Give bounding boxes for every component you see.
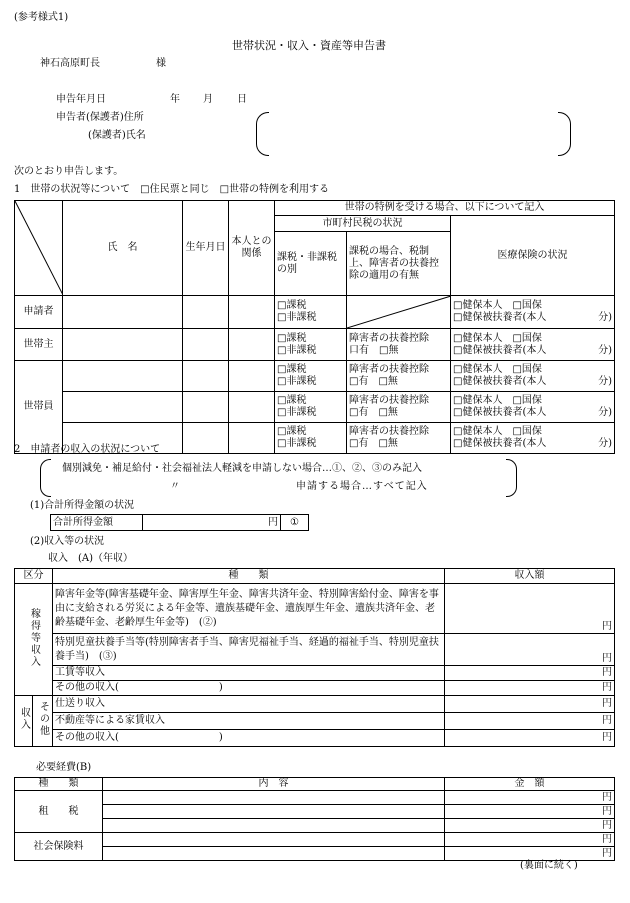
head-deduction-cell[interactable] <box>347 329 451 361</box>
note-bracket-left <box>40 459 51 497</box>
applicant-insurance-cell[interactable] <box>451 296 615 329</box>
member3-birth-cell[interactable] <box>183 423 229 454</box>
insurance-end: 分) <box>598 376 613 387</box>
col-income-amount: 収入額 <box>445 569 615 584</box>
row-member: 世帯員 <box>15 361 63 454</box>
tax-content-2[interactable] <box>103 805 445 819</box>
diagonal-line <box>15 201 63 295</box>
other1-kind: その他の収入( ) <box>53 681 445 696</box>
insurance-amount-2[interactable]: 円 <box>445 847 615 861</box>
member1-name-cell[interactable] <box>63 361 183 392</box>
address-bracket-right <box>558 112 571 156</box>
member2-tax-cell[interactable] <box>275 392 347 423</box>
sub2-title: (2)収入等の状況 <box>30 536 105 547</box>
insurance-end: 分) <box>598 438 613 449</box>
continued-note: (裏面に続く) <box>520 860 578 871</box>
deduction-checkbox[interactable]: □有 □無 <box>349 407 398 418</box>
applicant-name-cell[interactable] <box>63 296 183 329</box>
addressee: 神石高原町長 <box>40 58 100 69</box>
col-expense-content: 内 容 <box>103 778 445 791</box>
applicant-deduction-cell <box>347 296 451 329</box>
col-expense-kind: 種 類 <box>15 778 103 791</box>
col-name: 氏 名 <box>63 201 183 296</box>
tax-checkbox-nontaxable[interactable]: □非課税 <box>277 438 317 449</box>
col-kind: 種 類 <box>53 569 445 584</box>
page-title: 世帯状況・収入・資産等申告書 <box>232 39 386 52</box>
tax-checkbox-taxable[interactable]: □課税 <box>277 300 307 311</box>
tax-checkbox-nontaxable[interactable]: □非課税 <box>277 407 317 418</box>
insurance-checkbox-line2[interactable]: □健保被扶養者(本人 <box>453 407 547 418</box>
col-expense-amount: 金 額 <box>445 778 615 791</box>
intro-text: 次のとおり申告します。 <box>14 166 124 177</box>
tax-checkbox-nontaxable[interactable]: □非課税 <box>277 376 317 387</box>
tax-checkbox-nontaxable[interactable]: □非課税 <box>277 344 317 356</box>
total-income-value[interactable]: 円 <box>143 515 281 531</box>
rent-kind: 不動産等による家賃収入 <box>53 713 445 730</box>
insurance-checkbox-line1[interactable]: □健保本人 □国保 <box>453 300 542 311</box>
remit-amount[interactable]: 円 <box>445 696 615 713</box>
tax-content-1[interactable] <box>103 791 445 805</box>
address-bracket-left <box>256 112 269 156</box>
tax-amount-3[interactable]: 円 <box>445 819 615 833</box>
expense-title: 必要経費(B) <box>36 762 92 773</box>
other-income-cell-b <box>33 696 53 747</box>
member2-name-cell[interactable] <box>63 392 183 423</box>
head-name-cell[interactable] <box>63 329 183 361</box>
applicant-relation-cell[interactable] <box>229 296 275 329</box>
sub1-title: (1)合計所得金額の状況 <box>30 500 135 511</box>
tax-checkbox-taxable[interactable]: □課税 <box>277 364 307 375</box>
other1-amount[interactable]: 円 <box>445 681 615 696</box>
insurance-checkbox-line2[interactable]: □健保被扶養者(本人 <box>453 438 547 449</box>
member3-tax-cell[interactable] <box>275 423 347 454</box>
deduction-diagonal-line <box>347 296 451 328</box>
deduction-label: 障害者の扶養控除 <box>349 395 429 406</box>
member1-birth-cell[interactable] <box>183 361 229 392</box>
member3-insurance-cell[interactable] <box>451 423 615 454</box>
remit-kind: 仕送り収入 <box>53 696 445 713</box>
insurance-amount-1[interactable]: 円 <box>445 833 615 847</box>
member1-deduction-cell[interactable] <box>347 361 451 392</box>
deduction-checkbox[interactable]: □有 □無 <box>349 438 398 449</box>
deduction-label: 障害者の扶養控除 <box>349 332 429 344</box>
wages-kind: 工賃等収入 <box>53 666 445 681</box>
member1-tax-cell[interactable] <box>275 361 347 392</box>
tax-amount-2[interactable]: 円 <box>445 805 615 819</box>
applicant-birth-cell[interactable] <box>183 296 229 329</box>
earned-income-label: 稼得等収入 <box>28 607 40 668</box>
household-table <box>14 200 615 454</box>
col-insurance: 医療保険の状況 <box>451 216 615 296</box>
form-reference: (参考様式1) <box>14 12 69 23</box>
section2-title: 2 申請者の収入の状況について <box>14 444 161 455</box>
note-applying: 申請する場合…すべて記入 <box>296 481 428 492</box>
head-insurance-cell[interactable] <box>451 329 615 361</box>
col-kubun: 区分 <box>15 569 53 584</box>
note-ditto-mark: 〃 <box>170 481 180 492</box>
member2-deduction-cell[interactable] <box>347 392 451 423</box>
month-label: 月 <box>203 94 213 105</box>
col-deduction: 課税の場合、税制上、障害者の扶養控除の適用の有無 <box>347 232 451 296</box>
col-birth: 生年月日 <box>183 201 229 296</box>
pension-kind: 障害年金等(障害基礎年金、障害厚生年金、障害共済年金、特別障害給付金、障害を事由に支給される労災による年金等、遺族基礎年金、遺族厚生年金、遺族共済年金、老齢基礎年金、老齢厚生年金等) (②) <box>53 584 445 634</box>
insurance-end: 分) <box>598 407 613 418</box>
col-relation: 本人との関係 <box>229 201 275 296</box>
insurance-end: 分) <box>598 312 613 323</box>
note-not-applying: 個別減免・補足給付・社会福祉法人軽減を申請しない場合…①、②、③のみ記入 <box>62 463 422 474</box>
date-label: 申告年月日 <box>56 94 106 105</box>
section1-title: 1 世帯の状況等について □住民票と同じ □世帯の特例を利用する <box>14 184 330 195</box>
special-header: 世帯の特例を受ける場合、以下について記入 <box>275 201 615 216</box>
income-a-label: 収入 (A)（年収） <box>48 553 134 564</box>
insurance-content-1[interactable] <box>103 833 445 847</box>
other2-amount[interactable]: 円 <box>445 730 615 747</box>
insurance-checkbox-line1[interactable]: □健保本人 □国保 <box>453 332 542 344</box>
deduction-checkbox[interactable]: □有 □無 <box>349 376 398 387</box>
head-relation-cell[interactable] <box>229 329 275 361</box>
member2-birth-cell[interactable] <box>183 392 229 423</box>
col-taxable: 課税・非課税の別 <box>275 232 347 296</box>
rent-amount[interactable]: 円 <box>445 713 615 730</box>
municipal-header: 市町村民税の状況 <box>275 216 451 232</box>
member2-relation-cell[interactable] <box>229 392 275 423</box>
tax-checkbox-nontaxable[interactable]: □非課税 <box>277 312 317 323</box>
day-label: 日 <box>237 94 247 105</box>
tax-label: 租 税 <box>15 791 103 833</box>
allowance-amount[interactable]: 円 <box>445 634 615 666</box>
member1-insurance-cell[interactable] <box>451 361 615 392</box>
other-income-label: 収入 <box>18 707 30 731</box>
wages-amount[interactable]: 円 <box>445 666 615 681</box>
deduction-label: 障害者の扶養控除 <box>349 364 429 375</box>
income-table <box>14 568 615 747</box>
address-label: 申告者(保護者)住所 <box>56 112 144 123</box>
allowance-kind: 特別児童扶養手当等(特別障害者手当、障害児福祉手当、経過的福祉手当、特別児童扶養手当) (③) <box>53 634 445 666</box>
head-tax-cell[interactable] <box>275 329 347 361</box>
applicant-tax-cell[interactable] <box>275 296 347 329</box>
insurance-label: 社会保険料 <box>15 833 103 861</box>
name-label: (保護者)氏名 <box>88 130 146 141</box>
member3-relation-cell[interactable] <box>229 423 275 454</box>
deduction-checkbox[interactable]: 口有 □無 <box>349 344 399 356</box>
total-income-label: 合計所得金額 <box>51 515 143 531</box>
tax-checkbox-taxable[interactable]: □課税 <box>277 395 307 406</box>
insurance-checkbox-line2[interactable]: □健保被扶養者(本人 <box>453 312 547 323</box>
member1-relation-cell[interactable] <box>229 361 275 392</box>
total-income-marker: ① <box>281 515 309 531</box>
insurance-checkbox-line2[interactable]: □健保被扶養者(本人 <box>453 344 547 356</box>
tax-amount-1[interactable]: 円 <box>445 791 615 805</box>
insurance-checkbox-line1[interactable]: □健保本人 □国保 <box>453 364 542 375</box>
insurance-checkbox-line1[interactable]: □健保本人 □国保 <box>453 395 542 406</box>
insurance-checkbox-line2[interactable]: □健保被扶養者(本人 <box>453 376 547 387</box>
pension-amount[interactable]: 円 <box>445 584 615 634</box>
insurance-checkbox-line1[interactable]: □健保本人 □国保 <box>453 426 542 437</box>
note-bracket-right <box>506 459 517 497</box>
insurance-end: 分) <box>598 344 613 356</box>
year-label: 年 <box>170 94 180 105</box>
tax-checkbox-taxable[interactable]: □課税 <box>277 426 307 437</box>
earned-income-cell <box>15 584 53 696</box>
row-head: 世帯主 <box>15 329 63 361</box>
tax-checkbox-taxable[interactable]: □課税 <box>277 332 307 344</box>
header-diagonal-cell <box>15 201 63 296</box>
row-applicant: 申請者 <box>15 296 63 329</box>
insurance-content-2[interactable] <box>103 847 445 861</box>
total-income-table <box>50 514 309 531</box>
other-sono-label: その他 <box>37 701 49 737</box>
head-birth-cell[interactable] <box>183 329 229 361</box>
expense-table <box>14 777 615 861</box>
addressee-honorific: 様 <box>156 58 166 69</box>
member3-deduction-cell[interactable] <box>347 423 451 454</box>
other2-kind: その他の収入( ) <box>53 730 445 747</box>
tax-content-3[interactable] <box>103 819 445 833</box>
member2-insurance-cell[interactable] <box>451 392 615 423</box>
deduction-label: 障害者の扶養控除 <box>349 426 429 437</box>
other-income-cell-a <box>15 696 33 747</box>
